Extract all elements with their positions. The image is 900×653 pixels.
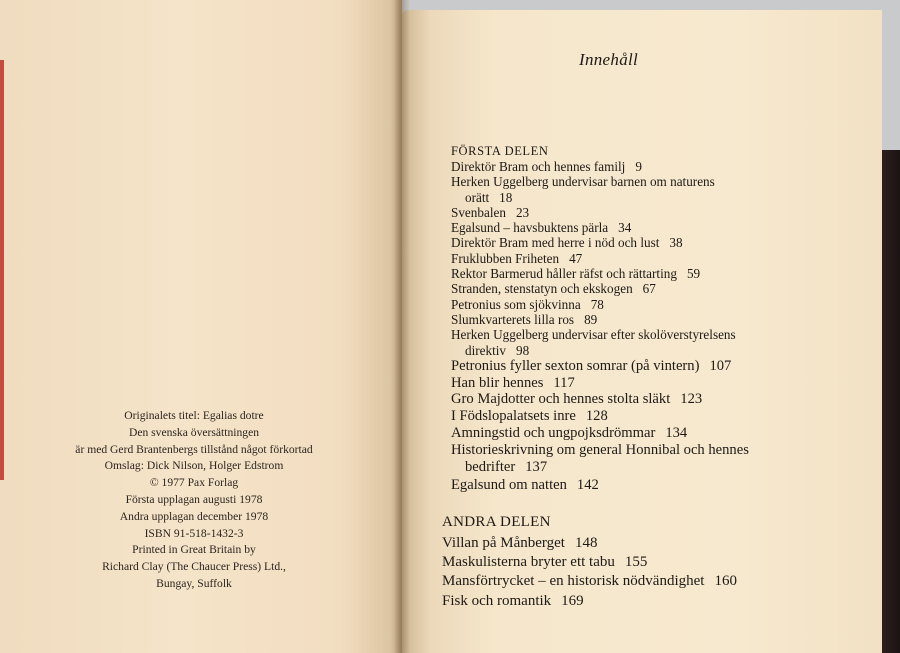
- toc-entry: Herken Uggelberg undervisar barnen om naturens: [451, 174, 715, 190]
- toc-entry: Egalsund om natten 142: [451, 477, 599, 494]
- toc-title: Innehåll: [579, 50, 639, 69]
- toc-entry: Slumkvarterets lilla ros 89: [451, 311, 598, 327]
- imprint-line: Den svenska översättningen: [128, 425, 260, 439]
- toc-entry: I Födslopalatsets inre 128: [451, 408, 608, 425]
- toc-entry: Han blir hennes 117: [451, 374, 575, 391]
- toc-entry: Gro Majdotter och hennes stolta släkt 123: [451, 391, 703, 408]
- toc-entry: Direktör Bram med herre i nöd och lust 38: [451, 235, 683, 251]
- imprint-line: © 1977 Pax Forlag: [149, 476, 239, 490]
- toc-entry: Petronius som sjökvinna 78: [451, 296, 604, 312]
- imprint-line: Originalets titel: Egalias dotre: [124, 409, 264, 422]
- toc-entry: Herken Uggelberg undervisar efter skolöverstyrelsens: [451, 327, 736, 343]
- imprint-line: Bungay, Suffolk: [156, 576, 232, 590]
- toc-entry-continuation: direktiv 98: [465, 342, 530, 358]
- toc-entry: Fisk och romantik 169: [442, 592, 584, 609]
- toc-entry: Svenbalen 23: [451, 204, 530, 220]
- book-gutter-shadow: [394, 0, 410, 653]
- toc-entry: Rektor Barmerud håller räfst och rättarting 59: [451, 266, 701, 282]
- toc-entry: Direktör Bram och hennes familj 9: [451, 159, 642, 174]
- imprint-line: Richard Clay (The Chaucer Press) Ltd.,: [102, 560, 286, 574]
- toc-entry: Mansförtrycket – en historisk nödvändighet 160: [442, 573, 737, 590]
- toc-entry: Petronius fyller sexton somrar (på vintern) 107: [451, 357, 732, 374]
- part-heading: ANDRA DELEN: [442, 514, 551, 530]
- toc-part-2: [442, 514, 842, 611]
- toc-entry: Stranden, stenstatyn och ekskogen 67: [451, 281, 656, 297]
- toc-entry: Egalsund – havsbuktens pärla 34: [451, 220, 632, 236]
- toc-entry: Fruklubben Friheten 47: [451, 250, 583, 266]
- toc-part-1: [451, 144, 821, 494]
- toc-entry: Villan på Månberget 148: [442, 535, 598, 551]
- imprint-line: Omslag: Dick Nilson, Holger Edstrom: [104, 459, 284, 473]
- imprint-block: [64, 408, 324, 593]
- imprint-line: Andra upplagan december 1978: [119, 509, 269, 523]
- imprint-line: är med Gerd Brantenbergs tillstånd något förkortad: [75, 442, 313, 456]
- part-heading: FÖRSTA DELEN: [451, 144, 549, 158]
- toc-entry-continuation: bedrifter 137: [465, 458, 548, 475]
- left-page: [0, 0, 402, 653]
- toc-entry: Historieskrivning om general Honnibal och hennes: [451, 441, 749, 458]
- imprint-line: Första upplagan augusti 1978: [125, 492, 263, 506]
- toc-entry: Maskulisterna bryter ett tabu 155: [442, 554, 648, 571]
- toc-entry-continuation: orätt 18: [465, 189, 513, 205]
- toc-entry: Amningstid och ungpojksdrömmar 134: [451, 425, 688, 442]
- imprint-line: Printed in Great Britain by: [132, 543, 256, 557]
- imprint-line: ISBN 91-518-1432-3: [144, 526, 244, 540]
- cover-red-edge: [0, 60, 4, 480]
